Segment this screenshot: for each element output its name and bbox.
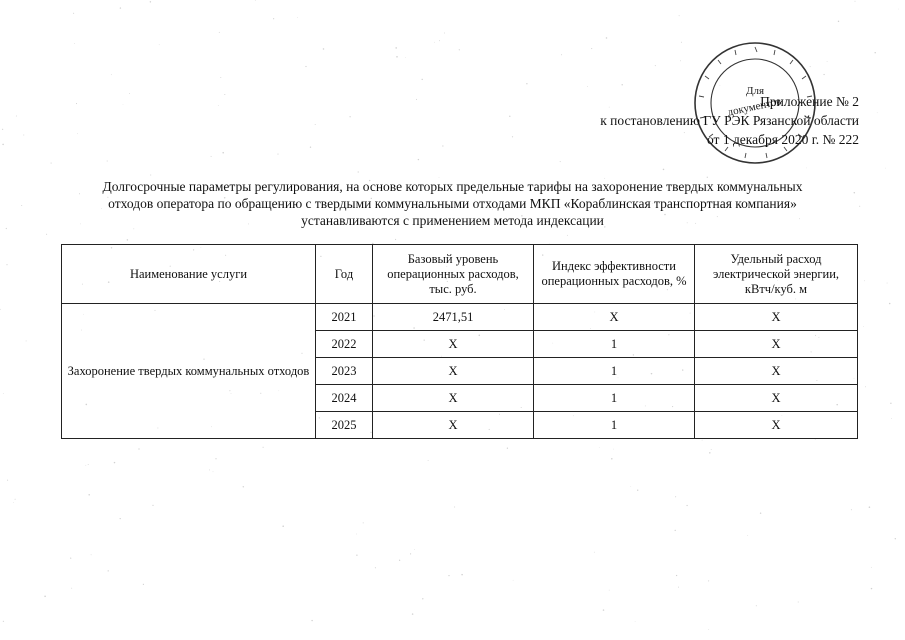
table-row <box>62 304 858 331</box>
energy-cell: Х <box>695 412 858 439</box>
base-cost-cell: 2471,51 <box>373 304 534 331</box>
title-line-3: устанавливаются с применением метода индексации <box>301 213 604 228</box>
table-header-row <box>62 245 858 304</box>
header-service: Наименование услуги <box>62 245 316 304</box>
service-name-cell: Захоронение твердых коммунальных отходов <box>62 304 316 439</box>
efficiency-index-cell: 1 <box>534 412 695 439</box>
header-year: Год <box>316 245 373 304</box>
year-cell: 2024 <box>316 385 373 412</box>
stamp-center-line1: Для <box>745 85 765 97</box>
regulation-parameters-table <box>61 244 858 439</box>
year-cell: 2023 <box>316 358 373 385</box>
header-energy-consumption: Удельный расход электрической энергии, кВтч/куб. м <box>695 245 858 304</box>
base-cost-cell: Х <box>373 331 534 358</box>
efficiency-index-cell: Х <box>534 304 695 331</box>
title-line-1: Долгосрочные параметры регулирования, на основе которых предельные тарифы на захоронение твердых коммунальных <box>102 179 803 194</box>
year-cell: 2025 <box>316 412 373 439</box>
appendix-number: Приложение № 2 <box>760 94 859 109</box>
energy-cell: Х <box>695 331 858 358</box>
energy-cell: Х <box>695 358 858 385</box>
base-cost-cell: Х <box>373 358 534 385</box>
base-cost-cell: Х <box>373 385 534 412</box>
year-cell: 2021 <box>316 304 373 331</box>
efficiency-index-cell: 1 <box>534 331 695 358</box>
header-efficiency-index: Индекс эффективности операционных расходов, % <box>534 245 695 304</box>
appendix-date: от 1 декабря 2020 г. № 222 <box>706 132 859 147</box>
base-cost-cell: Х <box>373 412 534 439</box>
appendix-header <box>600 92 859 149</box>
title-line-2: отходов оператора по обращению с твердыми коммунальными отходами МКП «Кораблинская транспортная компания» <box>108 196 797 211</box>
efficiency-index-cell: 1 <box>534 385 695 412</box>
stamp-center-line2: документов <box>726 95 783 119</box>
efficiency-index-cell: 1 <box>534 358 695 385</box>
document-title <box>40 178 865 229</box>
energy-cell: Х <box>695 385 858 412</box>
appendix-decree: к постановлению ГУ РЭК Рязанской области <box>600 113 859 128</box>
year-cell: 2022 <box>316 331 373 358</box>
energy-cell: Х <box>695 304 858 331</box>
header-base-costs: Базовый уровень операционных расходов, тыс. руб. <box>373 245 534 304</box>
